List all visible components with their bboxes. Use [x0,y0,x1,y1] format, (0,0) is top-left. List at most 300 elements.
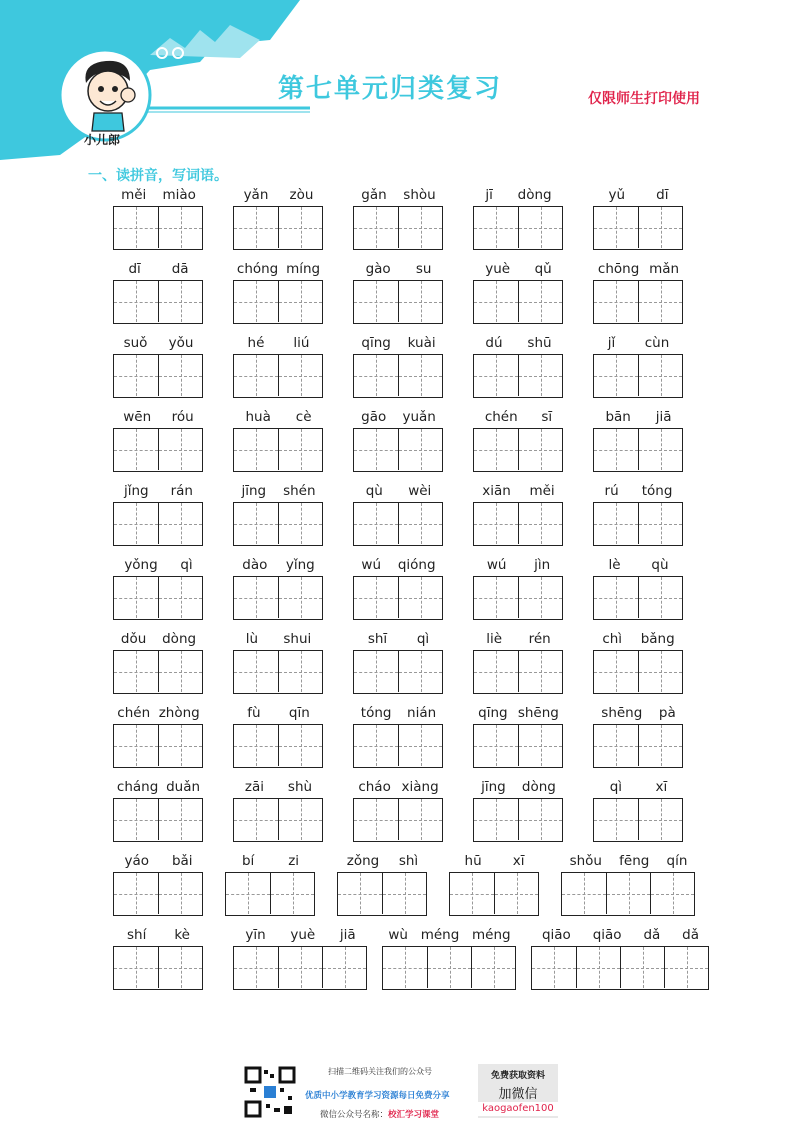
pinyin-syllable: chóng [236,261,279,277]
pinyin-syllable: nián [407,705,437,721]
pinyin-syllable: shì [398,853,419,869]
writing-cell[interactable] [518,799,562,840]
pinyin-syllable: shēng [517,705,559,721]
pinyin-label [382,927,517,943]
writing-boxes [593,724,683,768]
writing-cell[interactable] [234,799,278,840]
writing-cell[interactable] [158,799,202,840]
pinyin-syllable: shí [127,927,147,943]
wechat-name-line [320,1108,439,1120]
writing-cell[interactable] [518,577,562,618]
writing-boxes [113,724,203,768]
exercise-row [0,631,800,705]
writing-boxes [593,428,683,472]
scan-text: 扫描二维码关注我们的公众号 [328,1067,432,1076]
pinyin-label [353,483,444,499]
exercise-row [0,261,800,335]
pinyin-syllable: yuǎn [402,409,436,425]
pinyin-label [113,705,204,721]
pinyin-syllable: qiāo [541,927,571,943]
pinyin-syllable: zòu [289,187,314,203]
pinyin-label [233,631,324,647]
pinyin-syllable: xī [655,779,668,795]
exercise-row [0,483,800,557]
writing-cell[interactable] [158,947,202,988]
pinyin-label [473,705,564,721]
writing-cell[interactable] [278,281,322,322]
writing-cell[interactable] [234,355,278,396]
writing-boxes [353,650,443,694]
writing-cell[interactable] [594,725,638,766]
pinyin-syllable: yuè [485,261,511,277]
pinyin-syllable: chì [602,631,623,647]
pinyin-syllable: měi [121,187,147,203]
writing-boxes [593,798,683,842]
writing-boxes [353,428,443,472]
pinyin-syllable: yǒu [168,335,194,351]
pinyin-syllable: shēng [601,705,643,721]
writing-cell[interactable] [638,651,682,692]
writing-cell[interactable] [354,725,398,766]
pinyin-label [353,631,444,647]
writing-boxes [233,502,323,546]
pinyin-syllable: méng [472,927,511,943]
pinyin-syllable: jǐ [607,335,616,351]
pinyin-label [473,483,564,499]
pinyin-syllable: yǒng [124,557,158,573]
writing-cell[interactable] [278,207,322,248]
writing-cell[interactable] [518,355,562,396]
pinyin-syllable: tóng [360,705,392,721]
exercise-row [0,335,800,409]
pinyin-syllable: jī [485,187,493,203]
writing-cell[interactable] [114,503,158,544]
writing-cell[interactable] [518,503,562,544]
writing-cell[interactable] [518,281,562,322]
writing-boxes [593,206,683,250]
pinyin-syllable: bǎng [640,631,675,647]
writing-boxes [113,650,203,694]
pinyin-label [233,557,324,573]
pinyin-label [353,261,444,277]
pinyin-syllable: qù [651,557,669,573]
writing-cell[interactable] [398,503,442,544]
pinyin-label [353,557,444,573]
writing-cell[interactable] [354,429,398,470]
pinyin-label [593,187,684,203]
pinyin-syllable: dú [485,335,503,351]
writing-cell[interactable] [620,947,664,988]
writing-cell[interactable] [398,355,442,396]
writing-cell[interactable] [354,281,398,322]
restriction-note: 仅限师生打印使用 [588,91,700,107]
pinyin-label [473,335,564,351]
exercise-row [0,705,800,779]
writing-cell[interactable] [234,947,278,988]
exercise-row [0,187,800,261]
writing-boxes [593,576,683,620]
pinyin-syllable: qì [609,779,623,795]
pinyin-syllable: shén [283,483,316,499]
writing-boxes [473,724,563,768]
writing-cell[interactable] [427,947,471,988]
writing-boxes [473,650,563,694]
exercise-row [0,927,800,1001]
pinyin-syllable: bān [605,409,631,425]
pinyin-syllable: dòng [162,631,197,647]
share-text: 优质中小学教育学习资源每日免费分享 [305,1091,450,1101]
writing-cell[interactable] [518,725,562,766]
pinyin-syllable: shù [287,779,313,795]
writing-boxes [531,946,709,990]
writing-cell[interactable] [114,873,158,914]
writing-boxes [473,428,563,472]
pinyin-label [593,557,684,573]
writing-cell[interactable] [650,873,694,914]
writing-cell[interactable] [114,355,158,396]
writing-cell[interactable] [398,577,442,618]
pinyin-syllable: fù [247,705,261,721]
writing-cell[interactable] [234,651,278,692]
pinyin-syllable: yǎn [243,187,269,203]
writing-cell[interactable] [114,947,158,988]
pinyin-syllable: dǎ [682,927,700,943]
pinyin-label [337,853,428,869]
writing-cell[interactable] [398,281,442,322]
pinyin-syllable: liè [486,631,503,647]
pinyin-syllable: shī [367,631,388,647]
add-wechat-label: 加微信 [498,1087,538,1102]
pinyin-syllable: duǎn [166,779,201,795]
writing-boxes [233,206,323,250]
writing-cell[interactable] [158,281,202,322]
writing-cell[interactable] [234,503,278,544]
writing-cell[interactable] [226,873,270,914]
pinyin-syllable: qīn [288,705,310,721]
writing-boxes [113,576,203,620]
writing-cell[interactable] [382,873,426,914]
pinyin-syllable: jīng [241,483,267,499]
writing-boxes [353,724,443,768]
pinyin-syllable: kuài [407,335,436,351]
pinyin-syllable: dī [656,187,669,203]
pinyin-syllable: lè [608,557,621,573]
pinyin-syllable: qīng [361,335,391,351]
writing-cell[interactable] [638,503,682,544]
exercise-row [0,779,800,853]
writing-cell[interactable] [278,725,322,766]
pinyin-syllable: bǎi [171,853,193,869]
pinyin-label [113,409,204,425]
writing-cell[interactable] [234,725,278,766]
writing-boxes [593,650,683,694]
pinyin-label [233,483,324,499]
writing-cell[interactable] [383,947,427,988]
writing-cell[interactable] [664,947,708,988]
writing-cell[interactable] [114,799,158,840]
writing-boxes [233,946,367,990]
writing-cell[interactable] [474,503,518,544]
pinyin-syllable: shòu [403,187,436,203]
writing-cell[interactable] [114,651,158,692]
writing-cell[interactable] [354,651,398,692]
writing-cell[interactable] [158,355,202,396]
writing-boxes [233,428,323,472]
writing-cell[interactable] [158,429,202,470]
writing-boxes [233,354,323,398]
pinyin-label [233,187,324,203]
writing-cell[interactable] [234,577,278,618]
writing-boxes [593,502,683,546]
writing-cell[interactable] [354,799,398,840]
writing-cell[interactable] [474,429,518,470]
writing-boxes [353,354,443,398]
writing-cell[interactable] [338,873,382,914]
writing-cell[interactable] [594,429,638,470]
pinyin-label [593,631,684,647]
get-free-label: 免费获取资料 [490,1071,545,1081]
writing-boxes [233,650,323,694]
writing-boxes [113,872,203,916]
writing-cell[interactable] [518,651,562,692]
writing-cell[interactable] [562,873,606,914]
writing-cell[interactable] [158,577,202,618]
pinyin-syllable: gāo [361,409,387,425]
writing-boxes [353,576,443,620]
writing-cell[interactable] [474,799,518,840]
writing-cell[interactable] [474,651,518,692]
writing-cell[interactable] [532,947,576,988]
pinyin-syllable: chén [484,409,518,425]
writing-cell[interactable] [594,281,638,322]
writing-boxes [382,946,516,990]
pinyin-label [593,705,684,721]
pinyin-syllable: dòng [517,187,552,203]
pinyin-label [593,779,684,795]
writing-boxes [473,576,563,620]
writing-cell[interactable] [278,577,322,618]
exercise-row [0,557,800,631]
writing-cell[interactable] [594,503,638,544]
writing-cell[interactable] [354,577,398,618]
writing-cell[interactable] [398,725,442,766]
pinyin-syllable: su [415,261,432,277]
writing-cell[interactable] [114,207,158,248]
pinyin-syllable: yǔ [608,187,626,203]
pinyin-syllable: qiāo [592,927,622,943]
writing-cell[interactable] [270,873,314,914]
writing-cell[interactable] [471,947,515,988]
writing-cell[interactable] [450,873,494,914]
writing-cell[interactable] [278,429,322,470]
writing-boxes [225,872,315,916]
writing-cell[interactable] [638,799,682,840]
writing-cell[interactable] [278,799,322,840]
writing-cell[interactable] [278,503,322,544]
pinyin-syllable: sī [541,409,553,425]
pinyin-syllable: lù [245,631,258,647]
pinyin-syllable: dào [242,557,268,573]
pinyin-syllable: qín [666,853,688,869]
wechat-label: 微信公众号名称： [320,1110,389,1120]
writing-cell[interactable] [474,577,518,618]
writing-cell[interactable] [518,207,562,248]
writing-cell[interactable] [114,429,158,470]
pinyin-label [113,927,204,943]
pinyin-syllable: kè [174,927,190,943]
writing-boxes [113,502,203,546]
pinyin-syllable: tóng [641,483,673,499]
writing-cell[interactable] [322,947,366,988]
writing-cell[interactable] [638,725,682,766]
pinyin-label [233,409,324,425]
writing-boxes [233,280,323,324]
pinyin-syllable: cùn [644,335,670,351]
pinyin-label [473,409,564,425]
pinyin-syllable: wēn [123,409,152,425]
writing-boxes [353,502,443,546]
writing-boxes [561,872,695,916]
pinyin-syllable: suǒ [123,335,148,351]
writing-cell[interactable] [354,503,398,544]
pinyin-label [353,779,444,795]
pinyin-syllable: liú [293,335,310,351]
writing-cell[interactable] [638,207,682,248]
page-title: 第七单元归类复习 [277,74,502,104]
pinyin-syllable: qióng [397,557,436,573]
qr-code-icon [244,1066,296,1118]
writing-cell[interactable] [606,873,650,914]
pinyin-syllable: bí [241,853,255,869]
pinyin-syllable: mǎn [649,261,680,277]
pinyin-label [473,261,564,277]
pinyin-label [113,853,204,869]
writing-cell[interactable] [278,651,322,692]
pinyin-syllable: qì [180,557,193,573]
pinyin-syllable: pà [658,705,676,721]
pinyin-label [113,557,204,573]
writing-cell[interactable] [594,355,638,396]
writing-cell[interactable] [398,651,442,692]
writing-cell[interactable] [114,577,158,618]
writing-cell[interactable] [158,725,202,766]
writing-cell[interactable] [158,207,202,248]
writing-boxes [473,280,563,324]
writing-cell[interactable] [278,947,322,988]
pinyin-label [449,853,540,869]
writing-boxes [337,872,427,916]
writing-boxes [233,724,323,768]
writing-cell[interactable] [474,207,518,248]
writing-cell[interactable] [518,429,562,470]
pinyin-label [561,853,696,869]
writing-cell[interactable] [594,799,638,840]
pinyin-syllable: gào [365,261,391,277]
writing-boxes [113,280,203,324]
pinyin-syllable: chōng [597,261,640,277]
writing-cell[interactable] [594,207,638,248]
pinyin-label [113,631,204,647]
writing-cell[interactable] [494,873,538,914]
writing-cell[interactable] [594,651,638,692]
writing-cell[interactable] [474,725,518,766]
pinyin-syllable: xiàng [401,779,439,795]
writing-boxes [353,798,443,842]
pinyin-syllable: zhòng [158,705,200,721]
pinyin-syllable: rú [604,483,619,499]
writing-cell[interactable] [158,651,202,692]
pinyin-syllable: wú [361,557,382,573]
pinyin-syllable: shui [283,631,312,647]
writing-cell[interactable] [474,281,518,322]
writing-cell[interactable] [576,947,620,988]
pinyin-syllable: yuè [290,927,316,943]
pinyin-label [113,483,204,499]
writing-cell[interactable] [354,207,398,248]
writing-cell[interactable] [114,281,158,322]
writing-cell[interactable] [398,207,442,248]
writing-cell[interactable] [354,355,398,396]
writing-boxes [113,354,203,398]
writing-cell[interactable] [594,577,638,618]
pinyin-syllable: shǒu [569,853,602,869]
writing-cell[interactable] [474,355,518,396]
pinyin-syllable: hé [247,335,265,351]
writing-cell[interactable] [398,429,442,470]
writing-cell[interactable] [114,725,158,766]
writing-cell[interactable] [234,429,278,470]
writing-boxes [449,872,539,916]
pinyin-label [113,335,204,351]
pinyin-syllable: cè [295,409,312,425]
pinyin-label [113,261,204,277]
pinyin-syllable: gǎn [361,187,387,203]
pinyin-label [233,779,324,795]
pinyin-syllable: wú [486,557,507,573]
pinyin-syllable: fēng [619,853,650,869]
writing-cell[interactable] [638,281,682,322]
pinyin-label [113,187,204,203]
footer [0,1058,800,1123]
pinyin-syllable: jìn [534,557,551,573]
pinyin-syllable: jīng [481,779,506,795]
pinyin-syllable: rán [170,483,193,499]
pinyin-label [225,853,316,869]
boy-mascot-icon [72,55,142,133]
brand-label: 小儿郎 [84,133,121,147]
writing-cell[interactable] [638,355,682,396]
exercise-row [0,853,800,927]
pinyin-syllable: yīn [245,927,266,943]
writing-cell[interactable] [398,799,442,840]
writing-boxes [473,798,563,842]
writing-boxes [233,798,323,842]
writing-cell[interactable] [638,429,682,470]
writing-cell[interactable] [234,207,278,248]
writing-cell[interactable] [234,281,278,322]
pinyin-label [593,483,684,499]
pinyin-syllable: wèi [408,483,432,499]
pinyin-syllable: xī [512,853,525,869]
writing-cell[interactable] [638,577,682,618]
writing-boxes [473,502,563,546]
pinyin-label [473,557,564,573]
writing-cell[interactable] [158,503,202,544]
pinyin-syllable: cháng [116,779,159,795]
writing-cell[interactable] [158,873,202,914]
writing-cell[interactable] [278,355,322,396]
pinyin-syllable: qù [365,483,383,499]
